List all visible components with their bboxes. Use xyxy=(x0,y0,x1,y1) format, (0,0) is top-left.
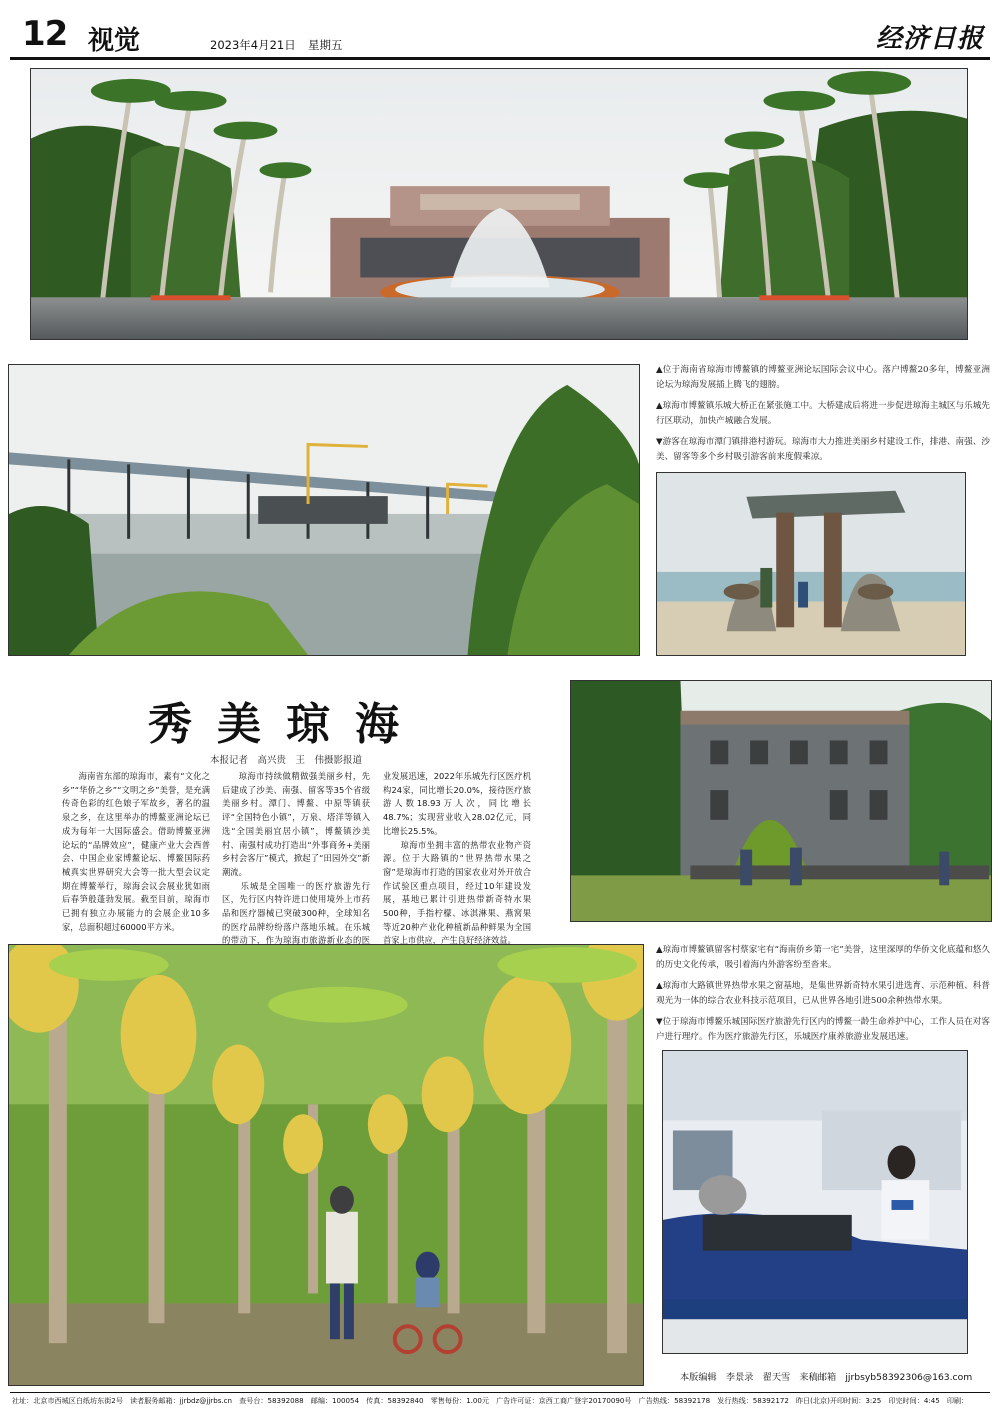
masthead xyxy=(10,8,990,58)
caption-group-bottom xyxy=(656,943,990,1051)
article-paragraph: 海南省东部的琼海市，素有“文化之乡”“华侨之乡”“文明之乡”美誉，是充满传奇色彩的红色娘子军故乡，著名的温泉之乡，在这里举办的博鳌亚洲论坛已成为每年一大国际盛会。借助博鳌亚洲论坛的“品牌效应”，健康产业大会西普会、中国企业家博鳌论坛、博鳌国际药械真实世界研究大会等一批大型会议定期在博鳌举行，琼海会议会展业犹如雨后春笋般蓬勃发展。截至目前，琼海市已拥有独立办展能力的会展企业10多家，总面积超过60000平方米。 xyxy=(62,771,210,932)
photo-conference-center xyxy=(30,68,968,340)
page-number: 12 xyxy=(22,14,68,54)
caption-papaya-orchard: ▲琼海市大路镇世界热带水果之窗基地，是集世界新奇特水果引进选育、示范种植、科普观光为一体的综合农业科技示范项目，已从世界各地引进500余种热带水果。 xyxy=(656,981,990,1006)
photo-therapy-center xyxy=(662,1050,968,1354)
photo-bridge-construction xyxy=(8,364,640,656)
footer-rule xyxy=(10,1392,990,1393)
section-title: 视觉 xyxy=(88,26,141,56)
caption-bridge: ▲琼海市博鳌镇乐城大桥正在紧张施工中。大桥建成后将进一步促进琼海主城区与乐城先行区联动，加快产城融合发展。 xyxy=(656,401,990,426)
caption-group-top xyxy=(656,363,990,471)
article-byline: 本报记者 高兴贵 王 伟摄影报道 xyxy=(210,755,363,766)
editors-credit: 本版编辑 李景录 翟天雪 来稿邮箱 jjrbsyb58392306@163.com xyxy=(680,1372,973,1383)
masthead-rule xyxy=(10,57,990,60)
photo-beach-arch xyxy=(656,472,966,656)
article-paragraph: 业发展迅速，2022年乐城先行区医疗机构24家，同比增长20.0%，接待医疗旅游人数18.93万人次，同比增长48.7%；实现营业收入28.02亿元，同比增长25.5%。 琼海市坐拥丰富的热带农业物产资源。位于大路镇的“世界热带水果之窗”是琼海市打造的国家农业对外开放合作试验区重点项目，经过10年建设发展，基地已累计引进热带新奇特水果500种，手指柠檬、冰淇淋果、燕窝果等近20种产业化种植新品种鲜果为全国首家上市供应，产生良好经济效益。 xyxy=(383,771,531,946)
article-headline: 秀美琼海 xyxy=(148,699,424,750)
issue-weekday: 星期五 xyxy=(308,38,343,52)
caption-conference-center: ▲位于海南省琼海市博鳌镇的博鳌亚洲论坛国际会议中心。落户博鳌20多年，博鳌亚洲论坛为琼海发展插上腾飞的翅膀。 xyxy=(656,365,990,390)
issue-date: 2023年4月21日 xyxy=(210,38,296,52)
caption-beach-village: ▼游客在琼海市潭门镇排港村游玩。琼海市大力推进美丽乡村建设工作，排港、南强、沙美、留客等多个乡村吸引游客前来度假乘凉。 xyxy=(656,437,990,462)
article-column-2 xyxy=(222,770,370,962)
footer-imprint: 社址：北京市西城区白纸坊东街2号 读者服务邮箱：jjrbdz@jjrbs.cn 查号台：58392088 邮编：100054 传真：58392840 零售每份：1.00元 广告许可证：京西工商广登字20170090号 广告热线：58392178 发行热线：58392172 昨日(北京)开印时间：3:25 印完时间：4:45 印刷： xyxy=(12,1396,969,1405)
newspaper-logo: 经济日报 xyxy=(875,24,984,54)
article-paragraph: 琼海市持续做精做强美丽乡村，先后建成了沙美、南强、留客等35个省级美丽乡村。潭门、博鳌、中原等镇获评“全国特色小镇”，万泉、塔洋等镇入选“全国美丽宜居小镇”，博鳌镇沙美村、南强村成功打造出“外事商务+美丽乡村会客厅”模式，掀起了“田园外交”新潮流。 乐城是全国唯一的医疗旅游先行区，先行区内特许进口使用境外上市药品和医疗器械已突破300种，全球知名的医疗品牌纷纷落户落地乐城。在乐城的带动下，作为琼海市旅游新业态的医 xyxy=(222,771,370,946)
caption-historic-residence: ▲琼海市博鳌镇留客村蔡家宅有“海南侨乡第一宅”美誉，这里深厚的华侨文化底蕴和悠久的历史文化传承，吸引着海内外游客纷至沓来。 xyxy=(656,945,990,970)
photo-historic-residence xyxy=(570,680,992,922)
caption-therapy-center: ▼位于琼海市博鳌乐城国际医疗旅游先行区内的博鳌一龄生命养护中心，工作人员在对客户进行理疗。作为医疗旅游先行区，乐城医疗康养旅游业发展迅速。 xyxy=(656,1017,990,1042)
photo-papaya-orchard xyxy=(8,944,644,1386)
article-column-1 xyxy=(62,770,210,934)
article-column-3 xyxy=(383,770,531,948)
